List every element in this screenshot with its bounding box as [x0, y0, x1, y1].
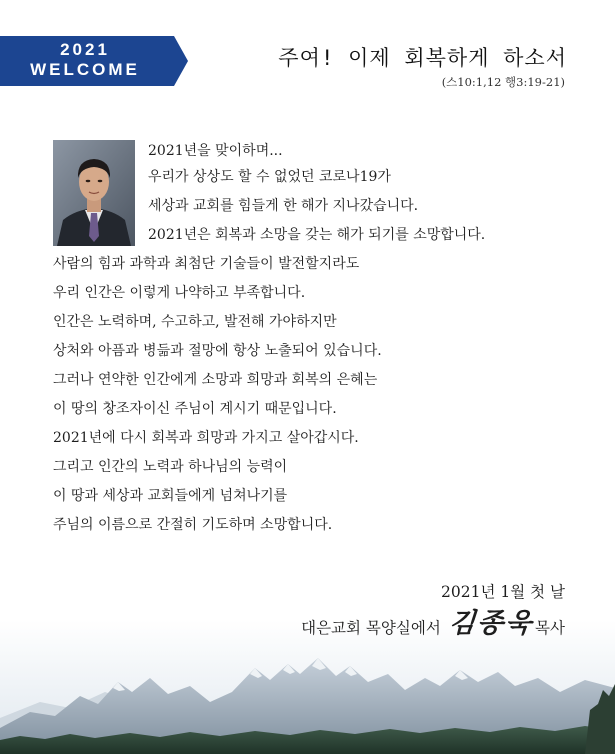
letter-line: 그러나 연약한 인간에게 소망과 희망과 회복의 은혜는 [53, 372, 378, 388]
letter-line: 우리 인간은 이렇게 나약하고 부족합니다. [53, 285, 306, 301]
signature-line [301, 607, 565, 641]
pastor-portrait [53, 140, 135, 246]
letter-line: 우리가 상상도 할 수 없었던 코로나19가 [148, 169, 391, 185]
letter-line: 상처와 아픔과 병듦과 절망에 항상 노출되어 있습니다. [53, 343, 382, 359]
headline-title: 주여! 이제 회복하게 하소서 [278, 46, 567, 70]
letter-line: 세상과 교회를 힘들게 한 해가 지나갔습니다. [148, 198, 419, 214]
banner-welcome-label: WELCOME [30, 60, 140, 79]
letter-line: 2021년에 다시 회복과 희망과 가지고 살아갑시다. [53, 430, 359, 446]
letter-line: 주님의 이름으로 간절히 기도하며 소망합니다. [53, 517, 333, 533]
signature-name: 김종욱 [447, 608, 535, 639]
letter-line: 사람의 힘과 과학과 최첨단 기술들이 발전할지라도 [53, 256, 360, 272]
letter-line: 2021년을 맞이하며... [148, 143, 283, 159]
letter-line: 그리고 인간의 노력과 하나님의 능력이 [53, 459, 288, 475]
scripture-reference: (스10:1,12 행3:19-21) [441, 75, 565, 89]
banner-year: 2021 [60, 40, 110, 59]
letter-line: 이 땅과 세상과 교회들에게 넘쳐나기를 [53, 488, 288, 504]
letter-line: 인간은 노력하며, 수고하고, 발전해 가야하지만 [53, 314, 337, 330]
signature-from: 대은교회 목양실에서 [301, 619, 441, 637]
letter-line: 2021년은 회복과 소망을 갖는 해가 되기를 소망합니다. [148, 227, 486, 243]
welcome-banner [0, 36, 188, 86]
closing-date: 2021년 1월 첫 날 [441, 583, 565, 601]
letter-line: 이 땅의 창조자이신 주님이 계시기 때문입니다. [53, 401, 337, 417]
signature-title: 목사 [535, 619, 565, 637]
